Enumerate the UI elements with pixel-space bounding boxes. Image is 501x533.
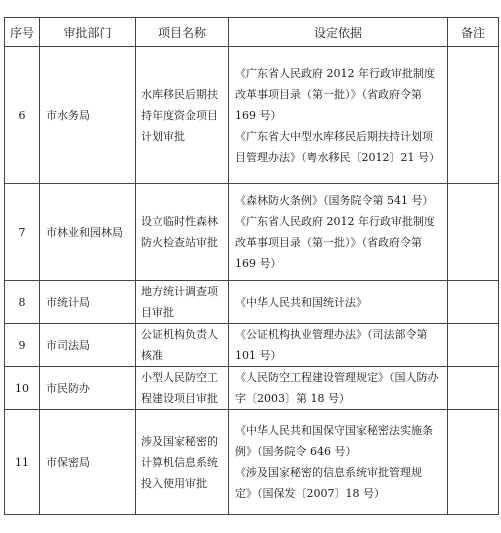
- cell-index: 8: [5, 281, 40, 324]
- item-line: 设立临时性森林: [141, 215, 218, 228]
- table-row: [5, 47, 499, 184]
- cell-index: 9: [5, 324, 40, 367]
- cell-item: [136, 367, 229, 410]
- cell-basis: [229, 47, 448, 184]
- basis-line: 目管理办法》（粤水移民〔2012〕21 号）: [235, 150, 440, 164]
- table-row: [5, 324, 499, 367]
- basis-line: 字〔2003〕第 18 号）: [235, 392, 350, 405]
- cell-note: [448, 410, 499, 515]
- basis-line: 《广东省人民政府 2012 年行政审批制度: [235, 66, 435, 80]
- item-line: 地方统计调查项: [141, 285, 218, 298]
- item-line: 持年度资金项目: [141, 108, 218, 122]
- cell-basis: [229, 410, 448, 515]
- cell-dept: 市司法局: [40, 324, 136, 367]
- cell-item: [136, 281, 229, 324]
- header-item: 项目名称: [136, 18, 229, 47]
- basis-line: 例》（国务院令 646 号）: [235, 445, 357, 458]
- header-dept: 审批部门: [40, 18, 136, 47]
- item-line: 程建设项目审批: [141, 392, 218, 405]
- basis-line: 《人民防空工程建设管理规定》（国人防办: [235, 371, 439, 384]
- cell-dept: 市保密局: [40, 410, 136, 515]
- basis-line: 《广东省大中型水库移民后期扶持计划项: [235, 129, 433, 143]
- basis-line: 《中华人民共和国统计法》: [235, 295, 367, 309]
- cell-note: [448, 281, 499, 324]
- basis-line: 169 号）: [235, 257, 282, 270]
- basis-line: 《广东省人民政府 2012 年行政审批制度: [235, 215, 435, 228]
- cell-note: [448, 47, 499, 184]
- item-line: 目审批: [141, 306, 174, 319]
- basis-line: 改革事项目录（第一批）》（省政府令第: [235, 236, 422, 249]
- basis-line: 改革事项目录（第一批）》（省政府令第: [235, 87, 422, 101]
- basis-line: 169 号）: [235, 108, 282, 122]
- cell-basis: [229, 367, 448, 410]
- item-line: 计算机信息系统: [141, 455, 218, 469]
- table-row: [5, 281, 499, 324]
- item-line: 小型人民防空工: [141, 371, 218, 384]
- table-row: [5, 184, 499, 281]
- cell-note: [448, 367, 499, 410]
- header-basis: 设定依据: [229, 18, 448, 47]
- cell-item: [136, 324, 229, 367]
- item-line: 涉及国家秘密的: [141, 434, 218, 448]
- cell-basis: [229, 324, 448, 367]
- cell-item: [136, 184, 229, 281]
- cell-index: 7: [5, 184, 40, 281]
- cell-item: [136, 410, 229, 515]
- item-line: 投入使用审批: [141, 476, 207, 490]
- cell-basis: [229, 184, 448, 281]
- header-row: [5, 18, 499, 47]
- cell-dept: 市统计局: [40, 281, 136, 324]
- item-line: 防火检查站审批: [141, 236, 218, 249]
- table-row: [5, 410, 499, 515]
- cell-index: 6: [5, 47, 40, 184]
- basis-line: 《中华人民共和国保守国家秘密法实施条: [235, 424, 433, 437]
- basis-line: 101 号）: [235, 349, 282, 362]
- cell-note: [448, 324, 499, 367]
- table-row: [5, 367, 499, 410]
- cell-note: [448, 184, 499, 281]
- cell-index: 11: [5, 410, 40, 515]
- item-line: 水库移民后期扶: [141, 87, 218, 101]
- basis-line: 定》（国保发〔2007〕18 号）: [235, 487, 385, 500]
- basis-line: 《森林防火条例》（国务院令第 541 号）: [235, 194, 434, 207]
- item-line: 核准: [141, 349, 163, 362]
- approval-table: [4, 17, 499, 515]
- basis-line: 《涉及国家秘密的信息系统审批管理规: [235, 466, 422, 479]
- header-index: 序号: [5, 18, 40, 47]
- item-line: 公证机构负责人: [141, 328, 218, 341]
- cell-dept: 市民防办: [40, 367, 136, 410]
- cell-basis: [229, 281, 448, 324]
- cell-dept: 市林业和园林局: [40, 184, 136, 281]
- cell-dept: 市水务局: [40, 47, 136, 184]
- header-note: 备注: [448, 18, 499, 47]
- basis-line: 《公证机构执业管理办法》（司法部令第: [235, 328, 428, 341]
- cell-item: [136, 47, 229, 184]
- item-line: 计划审批: [141, 129, 185, 143]
- cell-index: 10: [5, 367, 40, 410]
